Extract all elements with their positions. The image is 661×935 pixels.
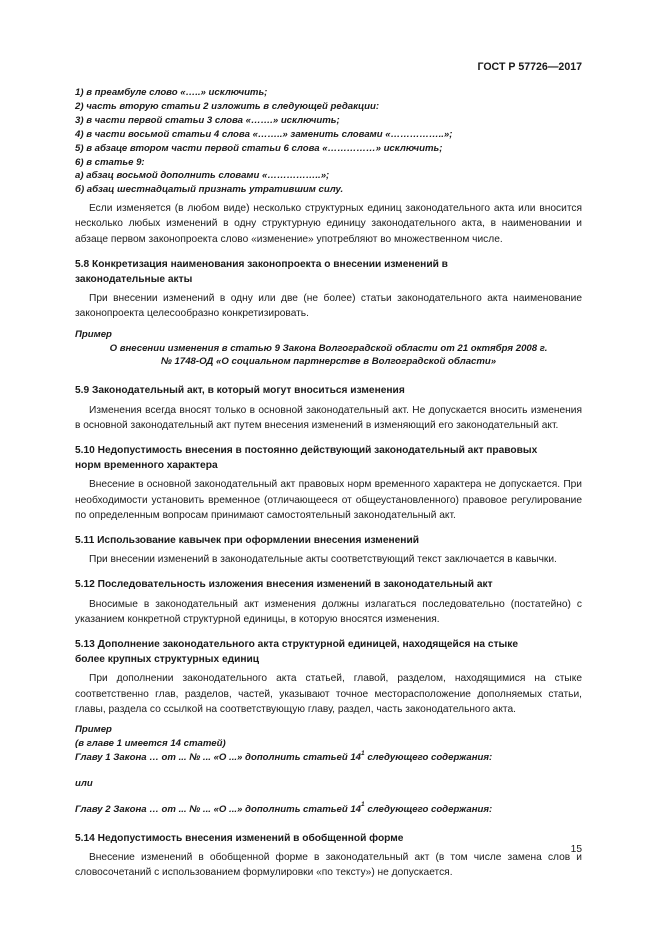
heading-line: 5.13 Дополнение законодательного акта структурной единицей, находящейся на стыке [75, 639, 519, 651]
list-item: 3) в части первой статьи 3 слова «…….» исключить; [75, 114, 340, 126]
list-item: 5) в абзаце втором части первой статьи 6 слова «……………» исключить; [75, 142, 443, 154]
example-line [75, 803, 582, 817]
section-5-14-heading: 5.14 Недопустимость внесения изменений в обобщенной форме [75, 832, 404, 844]
section-5-10-text: Внесение в основной законодательный акт правовых норм временного характера не допускается. При необходимости установить временное (отличающееся от общеустановленного) правовое регулирование по определенным вопросам принимают самостоятельный законодательный акт. [75, 479, 582, 521]
heading-line: 5.8 Конкретизация наименования законопроекта о внесении изменений в [75, 258, 448, 270]
list-item: 6) в статье 9: [75, 156, 145, 168]
amendment-list [75, 86, 582, 197]
section-5-12-text: Вносимые в законодательный акт изменения должны излагаться последовательно (постатейно) с указанием конкретной структурной единицы, в которую вносятся изменения. [75, 598, 582, 625]
example-text: Главу 2 Закона … от ... № ... «О ...» дополнить статьей 14 [75, 803, 362, 815]
page-content [75, 86, 582, 880]
example-label: Пример [75, 328, 112, 340]
list-item: 4) в части восьмой статьи 4 слова «……..» заменить словами «……………..»; [75, 128, 453, 140]
page-number: 15 [570, 844, 582, 855]
example-line [75, 751, 582, 765]
list-item: 1) в преамбуле слово «…..» исключить; [75, 87, 268, 98]
section-5-10-heading [75, 443, 582, 473]
section-5-11-heading: 5.11 Использование кавычек при оформлении внесения изменений [75, 535, 419, 547]
example-text: следующего содержания: [364, 803, 493, 815]
example-superscript: 1 [361, 749, 365, 757]
list-item: а) абзац восьмой дополнить словами «……………..»; [75, 170, 330, 182]
example-text: следующего содержания: [364, 751, 493, 763]
section-5-13-heading [75, 637, 582, 667]
section-5-13-text: При дополнении законодательного акта статьей, главой, разделом, находящимися на стыке соответственно глав, разделов, частей, указывают точное месторасположение дополняемых статьи, главы, раздела со ссылкой на соответствующую главу, раздел, часть законодательного акта. [75, 673, 582, 715]
example-or: или [75, 777, 93, 789]
list-item: 2) часть вторую статьи 2 изложить в следующей редакции: [75, 100, 380, 112]
section-5-14-text: Внесение изменений в обобщенной форме в законодательный акт (в том числе замена слов и словосочетаний с использованием формулировки «по тексту») не допускается. [75, 851, 582, 878]
example-superscript: 1 [361, 801, 365, 809]
document-header: ГОСТ Р 57726—2017 [477, 61, 582, 73]
section-5-8-heading [75, 257, 582, 287]
section-5-8-text: При внесении изменений в одну или две (не более) статьи законодательного акта наименование законопроекта целесообразно конкретизировать. [75, 293, 582, 320]
intro-paragraph: Если изменяется (в любом виде) несколько структурных единиц законодательного акта или вносится несколько любых изменений в одну структурную единицу законодательного акта, в наименовании и абзаце первом законопроекта слово «изменение» употребляют во множественном числе. [75, 203, 582, 245]
example-line: № 1748-ОД «О социальном партнерстве в Волгоградской области» [160, 356, 497, 368]
section-5-12-heading: 5.12 Последовательность изложения внесения изменений в законодательный акт [75, 579, 493, 591]
example-text: Главу 1 Закона … от ... № ... «О ...» дополнить статьей 14 [75, 751, 362, 763]
list-item: б) абзац шестнадцатый признать утратившим силу. [75, 184, 344, 196]
section-5-9-heading: 5.9 Законодательный акт, в который могут вноситься изменения [75, 385, 405, 397]
heading-line: норм временного характера [75, 460, 218, 472]
heading-line: законодательные акты [75, 274, 193, 286]
heading-line: более крупных структурных единиц [75, 654, 260, 666]
example-label: Пример [75, 724, 112, 736]
example-note: (в главе 1 имеется 14 статей) [75, 737, 226, 749]
section-5-11-text: При внесении изменений в законодательные акты соответствующий текст заключается в кавычки. [89, 554, 557, 566]
section-5-9-text: Изменения всегда вносят только в основной законодательный акт. Не допускается вносить изменения в основной законодательный акт путем внесения изменений в изменяющий его законодательный акт. [75, 404, 582, 431]
heading-line: 5.10 Недопустимость внесения в постоянно действующий законодательный акт правовых [75, 445, 538, 456]
example-line: О внесении изменения в статью 9 Закона Волгоградской области от 21 октября 2008 г. [109, 342, 548, 354]
